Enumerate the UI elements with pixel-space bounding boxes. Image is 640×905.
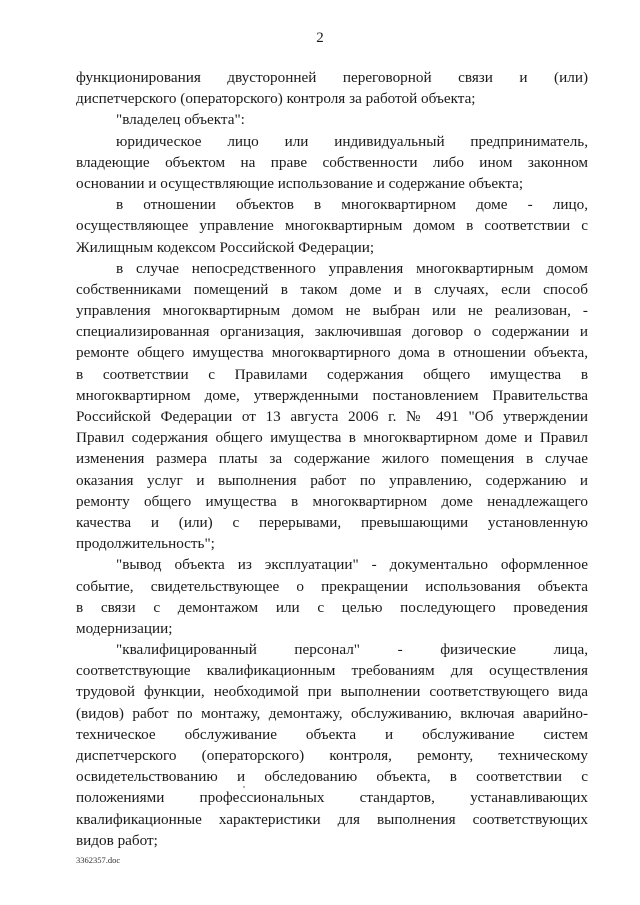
text-line: изменения размера платы за содержание жилого помещения в случае [76, 450, 588, 468]
text-line: функционирования двусторонней переговорной связи и (или) [76, 69, 588, 86]
text-line: (видов) работ по монтажу, демонтажу, обслуживанию, включая аварийно- [76, 704, 588, 722]
text-line: положениями профессиональных стандартов, устанавливающих [76, 789, 588, 807]
text-line: диспетчерского (операторского) контроля за работой объекта; [76, 90, 476, 108]
text-line: специализированная организация, заключившая договор о содержании и [76, 323, 588, 341]
text-line: многоквартирном доме, утвержденными постановлением Правительства [76, 386, 588, 404]
text-line: в отношении объектов в многоквартирном доме - лицо, [116, 196, 588, 214]
text-line: Жилищным кодексом Российской Федерации; [76, 238, 375, 256]
text-line: управления многоквартирным домом не выбран или не реализован, - [76, 302, 588, 320]
text-line: видов работ; [76, 831, 158, 849]
text-line: освидетельствованию и обследованию объекта, в соответствии с [76, 768, 588, 786]
text-line: квалификационные характеристики для выполнения соответствующих [76, 810, 588, 828]
text-line: событие, свидетельствующее о прекращении использования объекта [76, 577, 588, 595]
text-line: ремонте общего имущества многоквартирного дома в отношении объекта, [76, 344, 588, 362]
text-line: в случае непосредственного управления многоквартирным домом [116, 259, 588, 277]
text-line: в соответствии с Правилами содержания общего имущества в [76, 365, 588, 383]
page-number: 2 [316, 30, 324, 46]
text-line: Правил содержания общего имущества в многоквартирном доме и Правил [76, 429, 588, 447]
document-body [76, 67, 588, 851]
text-line: соответствующие квалификационным требованиям для осуществления [76, 662, 588, 680]
text-line: основании и осуществляющие использование и содержание объекта; [76, 174, 524, 192]
text-line: "вывод объекта из эксплуатации" - документально оформленное [116, 556, 588, 574]
text-line: модернизации; [76, 619, 173, 637]
text-line: владеющие объектом на праве собственности либо ином законном [76, 153, 588, 171]
text-line: собственниками помещений в таком доме и в случаях, если способ [76, 280, 588, 298]
text-line: оказания услуг и выполнения работ по управлению, содержанию и [76, 471, 588, 489]
text-line: техническое обслуживание объекта и обслуживание систем [76, 725, 588, 743]
text-line: в связи с демонтажом или с целью последующего проведения [76, 598, 588, 616]
scan-speck [243, 786, 245, 788]
term-heading: "владелец объекта": [116, 111, 245, 129]
text-line: продолжительность"; [76, 535, 215, 553]
text-line: юридическое лицо или индивидуальный предприниматель, [116, 132, 588, 150]
text-line: трудовой функции, необходимой при выполнении соответствующего вида [76, 683, 588, 701]
document-file-code: 3362357.doc [76, 855, 121, 865]
text-line: ремонту общего имущества в многоквартирном доме ненадлежащего [76, 492, 588, 510]
text-line: "квалифицированный персонал" - физические лица, [116, 641, 588, 659]
text-line: Российской Федерации от 13 августа 2006 г. № 491 "Об утверждении [76, 408, 588, 425]
text-line: качества и (или) с перерывами, превышающими установленную [76, 513, 588, 531]
text-line: осуществляющее управление многоквартирным домом в соответствии с [76, 217, 588, 235]
text-line: диспетчерского (операторского) контроля, ремонту, техническому [76, 747, 588, 764]
